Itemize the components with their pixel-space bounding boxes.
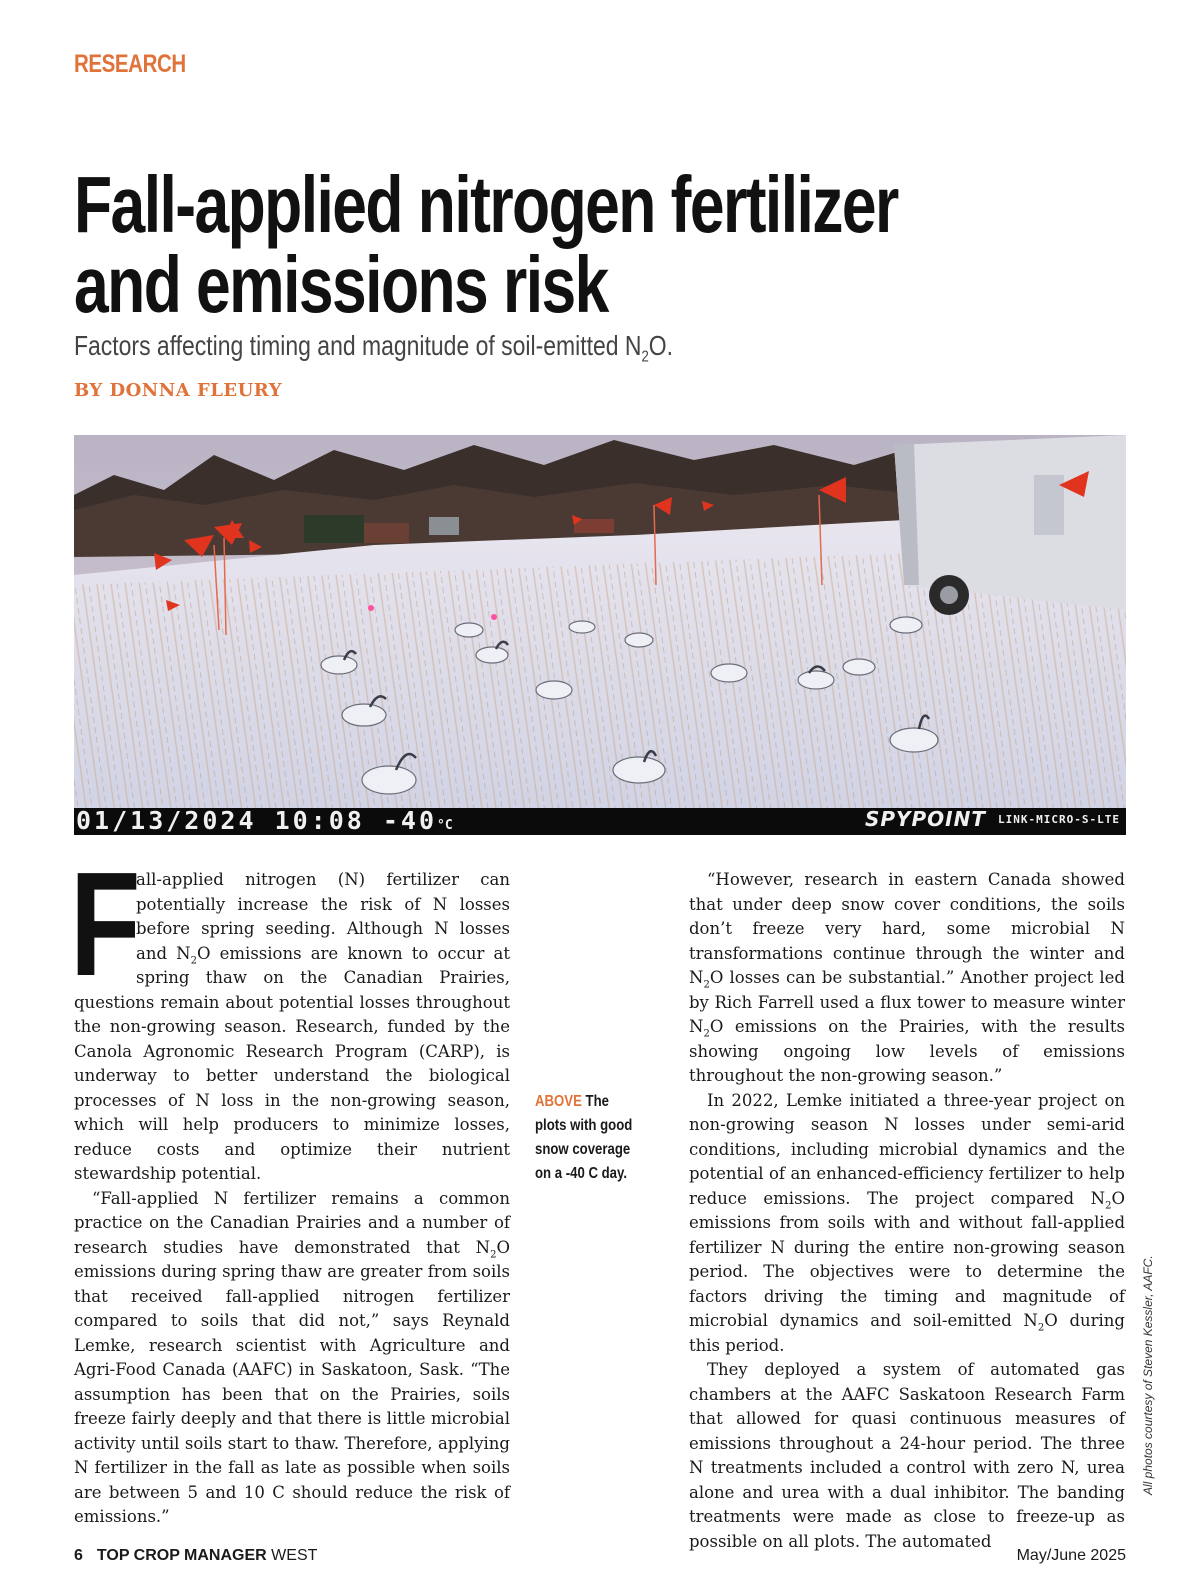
publication-title: TOP CROP MANAGER [96,1547,267,1564]
headline-line-1: Fall-applied nitrogen fertilizer [74,160,898,249]
byline: BY DONNA FLEURY [74,380,283,401]
p1-part-b: O emissions are known to occur at spring thaw on the Canadian Prairies, questions remain about potential losses throughout the non-growing season. Research, funded by the Canola Agronomic Research Program (CARP), is underway to better understand the biological processes of N loss in the non-growing season, which will help producers to minimize losses, reduce costs and optimize their nutrient stewardship potential. [74,943,510,1183]
p2-part-b: O emissions during spring thaw are greater from soils that received fall-applied nitrogen fertilizer compared to soils that did not,” says Reynald Lemke, research scientist with Agriculture and Agri-Food Canada (AAFC) in Saskatoon, Sask. “The assumption has been that on the Prairies, soils freeze fairly deeply and that there is little microbial activity until soils start to thaw. Therefore, applying N fertilizer in the fall as late as possible when soils are between 5 and 10 C should reduce the risk of emissions.” [74,1237,510,1526]
body-column-right [689,868,1125,1554]
paragraph-4 [689,1089,1125,1359]
camera-model: LINK-MICRO-S-LTE [998,813,1120,826]
subscript: 2 [490,1248,497,1260]
caption-label: ABOVE [535,1093,582,1110]
camera-timestamp-bar [74,808,1126,835]
section-kicker: RESEARCH [74,50,186,78]
p4-part-a: In 2022, Lemke initiated a three-year project on non-growing season N losses under semi-arid conditions, including microbial dynamics and the potential of an enhanced-efficiency fertilizer to help reduce emissions. The project compared N [689,1090,1125,1208]
photo-credit: All photos courtesy of Steven Kessler, AAFC. [1141,1255,1155,1495]
publication-name [97,1547,317,1564]
caption-text: The plots with good snow coverage on a -40 C day. [535,1093,633,1182]
photo-caption [535,1090,637,1186]
p3-part-c: O emissions on the Prairies, with the results showing ongoing low levels of emissions throughout the non-growing season.” [689,1017,1125,1085]
temperature-unit: °C [437,818,453,833]
subscript: 2 [703,979,710,991]
dek-text: Factors affecting timing and magnitude of soil-emitted N [74,330,642,361]
dek-text-end: O. [648,330,674,361]
subscript: 2 [1037,1322,1045,1334]
drop-cap: F [70,842,141,1007]
paragraph-3 [689,868,1125,1089]
subscript: 2 [703,1028,710,1040]
p4-part-c: O during this period. [689,1311,1125,1355]
issue-date: May/June 2025 [1016,1547,1126,1564]
body-column-left [70,842,510,1530]
paragraph-2 [74,1187,510,1530]
subscript: 2 [1105,1199,1112,1211]
paragraph-5: They deployed a system of automated gas chambers at the AAFC Saskatoon Research Farm that allowed for quasi continuous measures of emissions throughout a 24-hour period. The three N treatments included a control with zero N, urea alone and urea with a dual inhibitor. The banding treatments were made as close to freeze-up as possible on all plots. The automated [689,1360,1125,1551]
page-footer [74,1547,1126,1565]
timestamp-text: 01/13/2024 10:08 -40 [76,806,438,835]
publication-edition: WEST [266,1547,318,1564]
subscript: 2 [190,954,197,966]
field-photo [74,435,1126,835]
headline [74,160,1104,329]
camera-timestamp [76,806,453,835]
camera-brand: SPYPOINT [864,807,986,831]
headline-line-2: and emissions risk [74,240,608,329]
p4-part-b: O emissions from soils with and without fall-applied fertilizer N during the entire non-growing season period. The objectives were to determine the factors driving the timing and magnitude of microbial dynamics and soil-emitted N [689,1188,1125,1330]
p3-part-b: O losses can be substantial.” Another project led by Rich Farrell used a flux tower to measure winter N [689,968,1125,1036]
p3-part-a: “However, research in eastern Canada showed that under deep snow cover conditions, the soils don’t freeze very hard, some microbial N transformations continue through the winter and N [689,870,1125,987]
snowy-field-image [74,435,1126,835]
page-number: 6 [74,1547,83,1564]
p1-part-a: all-applied nitrogen (N) fertilizer can potentially increase the risk of N losses before spring seeding. Although N losses and N [136,870,510,963]
p2-part-a: “Fall-applied N fertilizer remains a common practice on the Canadian Prairies and a number of research studies have demonstrated that N [74,1188,510,1257]
dek-subscript: 2 [641,348,649,366]
paragraph-1 [70,842,510,1187]
subheadline [74,330,714,367]
